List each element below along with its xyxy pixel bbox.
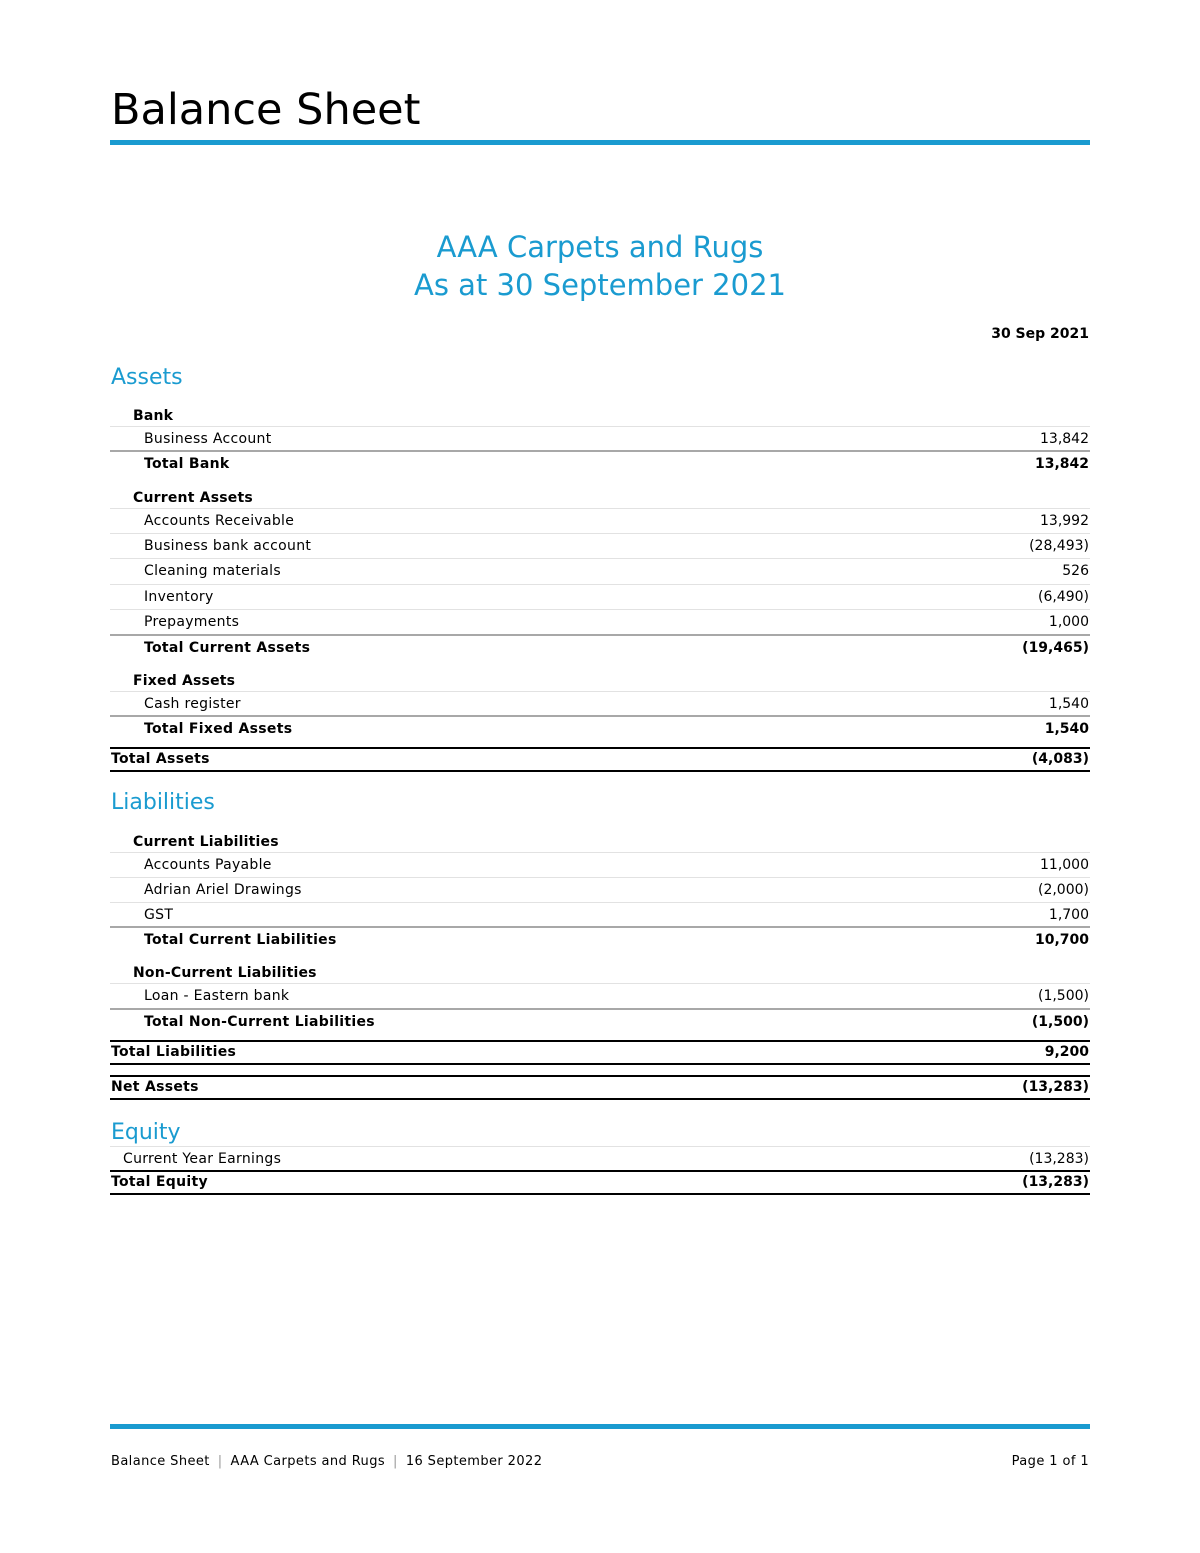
row-label: GST (144, 907, 174, 923)
fixed-assets-heading: Fixed Assets (133, 673, 236, 689)
table-row (110, 584, 1090, 609)
row-label: Loan - Eastern bank (144, 988, 290, 1004)
table-row (110, 558, 1090, 583)
table-row (110, 533, 1090, 558)
table-row (110, 691, 1090, 716)
total-row (110, 715, 1090, 741)
grand-total-row (110, 1170, 1090, 1195)
total-value: (1,500) (1031, 1014, 1089, 1030)
grand-total-row (110, 747, 1090, 772)
row-label: Inventory (144, 589, 214, 605)
non-current-liabilities-heading: Non-Current Liabilities (133, 965, 317, 981)
row-label: Business Account (144, 431, 272, 447)
total-value: 9,200 (1044, 1044, 1089, 1060)
footer (111, 1452, 1089, 1472)
row-value: (1,500) (1037, 988, 1089, 1004)
row-value: 13,842 (1040, 431, 1089, 447)
footer-separator: | (217, 1454, 223, 1469)
row-label: Adrian Ariel Drawings (144, 882, 302, 898)
total-label: Total Liabilities (111, 1044, 237, 1060)
column-header: 30 Sep 2021 (991, 326, 1089, 342)
total-value: (13,283) (1022, 1174, 1089, 1190)
total-value: 10,700 (1034, 932, 1089, 948)
total-label: Total Equity (111, 1174, 208, 1190)
row-value: 11,000 (1040, 857, 1089, 873)
report-period: As at 30 September 2021 (414, 268, 786, 302)
row-value: 526 (1062, 563, 1089, 579)
row-label: Current Year Earnings (123, 1151, 282, 1167)
total-label: Total Assets (111, 751, 210, 767)
footer-organization: AAA Carpets and Rugs (230, 1454, 386, 1469)
organization-name: AAA Carpets and Rugs (436, 230, 764, 264)
row-label: Accounts Payable (144, 857, 272, 873)
equity-heading: Equity (111, 1120, 181, 1145)
table-row (110, 1146, 1090, 1171)
total-row (110, 450, 1090, 476)
total-label: Total Current Assets (144, 640, 311, 656)
table-row (110, 902, 1090, 927)
row-label: Cleaning materials (144, 563, 281, 579)
assets-heading: Assets (111, 365, 183, 390)
row-value: 1,000 (1048, 614, 1089, 630)
footer-rule (110, 1424, 1090, 1429)
total-label: Total Non-Current Liabilities (144, 1014, 375, 1030)
liabilities-heading: Liabilities (111, 790, 215, 815)
grand-total-row (110, 1040, 1090, 1065)
row-value: 1,540 (1048, 696, 1089, 712)
footer-date: 16 September 2022 (405, 1454, 543, 1469)
total-label: Total Fixed Assets (144, 721, 293, 737)
row-label: Cash register (144, 696, 241, 712)
row-value: (6,490) (1037, 589, 1089, 605)
footer-separator: | (393, 1454, 398, 1469)
footer-report: Balance Sheet (111, 1454, 210, 1469)
row-value: 1,700 (1048, 907, 1089, 923)
total-value: (19,465) (1022, 640, 1089, 656)
total-value: 13,842 (1034, 456, 1089, 472)
row-label: Business bank account (144, 538, 312, 554)
row-value: (2,000) (1037, 882, 1089, 898)
row-value: (28,493) (1029, 538, 1089, 554)
page-title: Balance Sheet (111, 85, 421, 135)
table-row (110, 426, 1090, 451)
total-label: Total Current Liabilities (144, 932, 337, 948)
total-label: Net Assets (111, 1079, 199, 1095)
total-value: (4,083) (1031, 751, 1089, 767)
row-label: Prepayments (144, 614, 240, 630)
total-row (110, 926, 1090, 952)
row-value: (13,283) (1029, 1151, 1089, 1167)
net-assets-row (110, 1075, 1090, 1100)
table-row (110, 877, 1090, 902)
total-row (110, 1008, 1090, 1034)
row-label: Accounts Receivable (144, 513, 295, 529)
total-value: 1,540 (1044, 721, 1089, 737)
current-liabilities-heading: Current Liabilities (133, 834, 279, 850)
table-row (110, 983, 1090, 1008)
footer-page-number: Page 1 of 1 (1011, 1454, 1089, 1469)
current-assets-heading: Current Assets (133, 490, 253, 506)
row-value: 13,992 (1040, 513, 1089, 529)
bank-heading: Bank (133, 408, 174, 424)
table-row (110, 852, 1090, 877)
header-rule (110, 140, 1090, 145)
total-row (110, 634, 1090, 660)
total-label: Total Bank (144, 456, 230, 472)
table-row (110, 508, 1090, 533)
total-value: (13,283) (1022, 1079, 1089, 1095)
table-row (110, 609, 1090, 634)
